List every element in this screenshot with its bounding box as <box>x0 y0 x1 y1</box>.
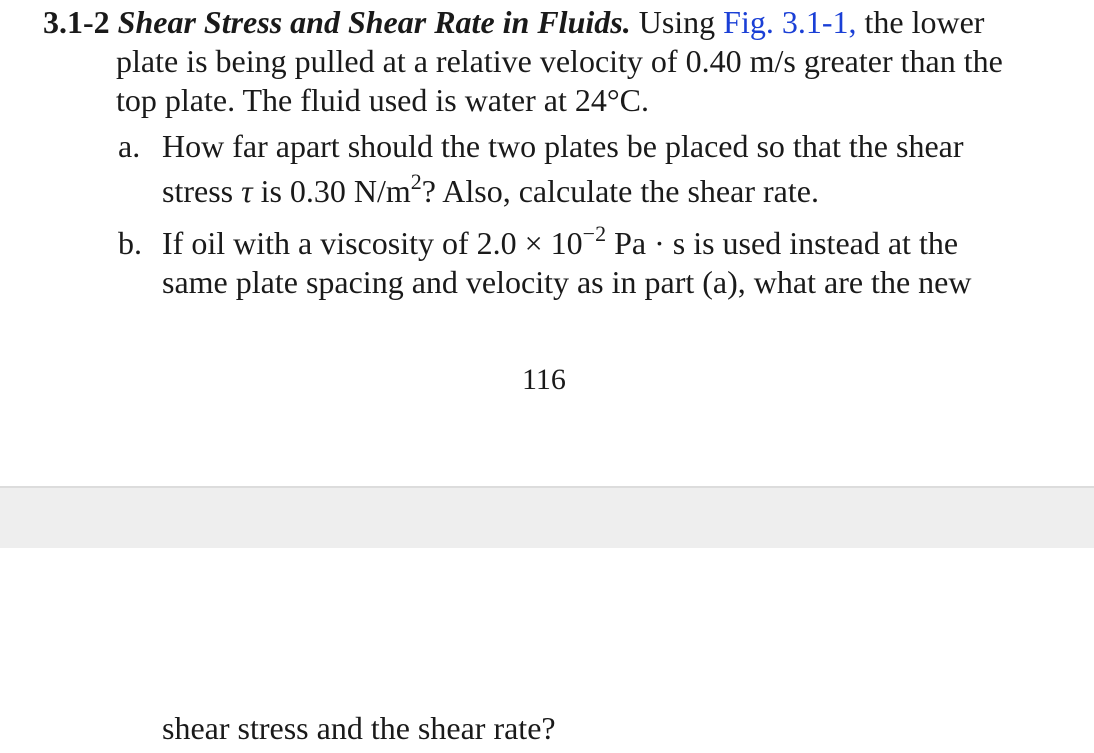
part-a-line-2 <box>162 169 819 214</box>
intro-text: Using <box>638 4 716 40</box>
part-b-text-continued: Pa · s is used instead at the <box>614 225 959 261</box>
problem-number: 3.1-2 <box>43 4 110 40</box>
problem-heading-line <box>43 3 984 41</box>
figure-link[interactable]: Fig. 3.1-1, <box>723 4 857 40</box>
problem-title: Shear Stress and Shear Rate in Fluids. <box>117 4 631 40</box>
part-b-marker: b. <box>118 225 142 261</box>
page-number: 116 <box>522 363 566 396</box>
part-b-continuation: shear stress and the shear rate? <box>162 710 556 746</box>
page-separator <box>0 486 1094 548</box>
part-a-exponent: 2 <box>410 169 422 194</box>
part-b-line-2: same plate spacing and velocity as in part (a), what are the new <box>162 264 972 300</box>
part-a-text: stress <box>162 173 234 209</box>
tau-symbol: τ <box>241 173 253 209</box>
page-lower <box>0 548 1094 753</box>
problem-text-line-2: plate is being pulled at a relative velocity of 0.40 m/s greater than the <box>116 43 1003 79</box>
part-a-marker: a. <box>118 128 141 164</box>
part-a-value: is 0.30 N/m <box>260 173 411 209</box>
problem-text-line-3: top plate. The fluid used is water at 24°C. <box>116 82 649 118</box>
part-a-question: ? Also, calculate the shear rate. <box>421 173 819 209</box>
part-b-exponent: −2 <box>582 221 607 246</box>
part-b-line-1 <box>162 221 959 266</box>
part-b-text: If oil with a viscosity of 2.0 × 10 <box>162 225 583 261</box>
part-a-line-1: How far apart should the two plates be placed so that the shear <box>162 128 964 164</box>
intro-text-continued: the lower <box>864 4 985 40</box>
